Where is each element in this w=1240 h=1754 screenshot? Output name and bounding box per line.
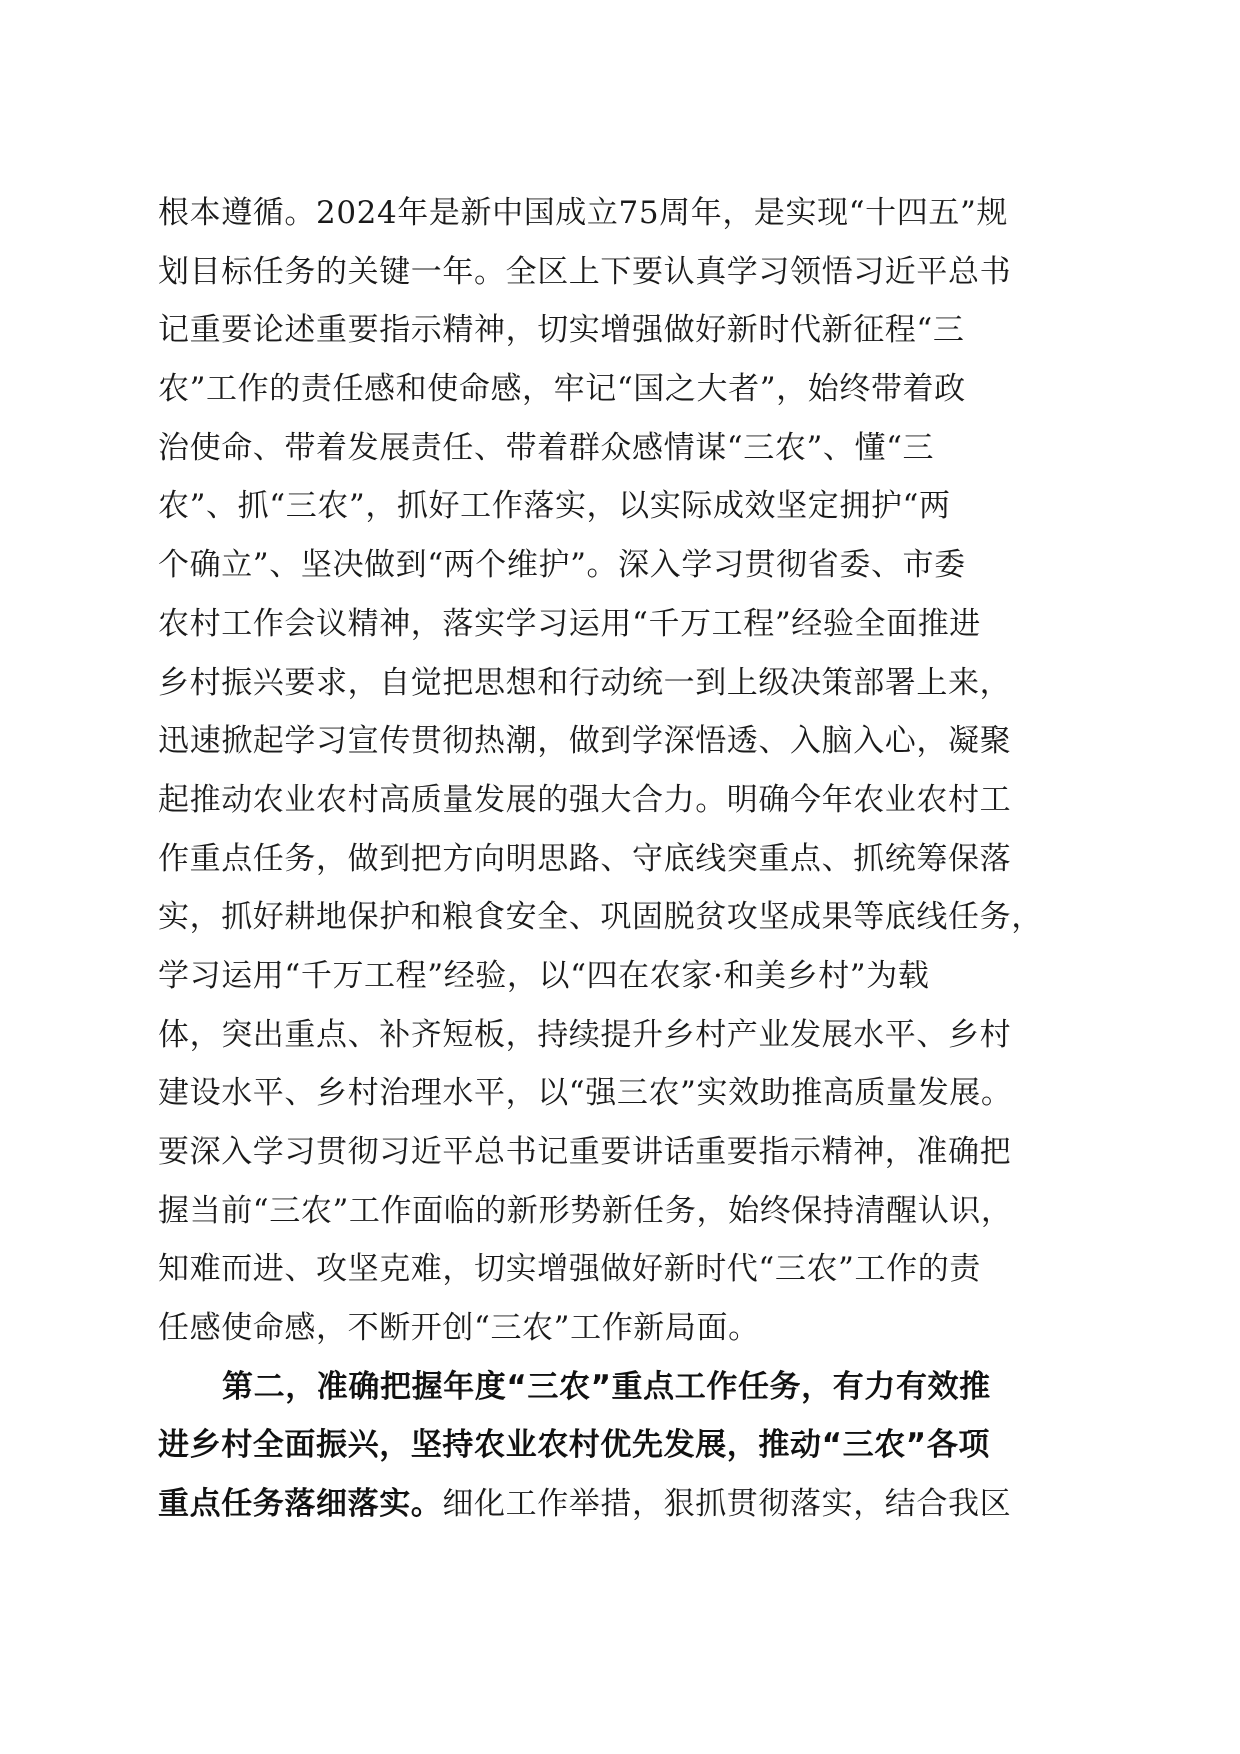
text-line: 治使命、带着发展责任、带着群众感情谋“三农”、懂“三 (158, 429, 935, 466)
text-line: 迅速掀起学习宣传贯彻热潮，做到学深悟透、入脑入心，凝聚 (158, 723, 1012, 760)
text-line: 作重点任务，做到把方向明思路、守底线突重点、抓统筹保落 (158, 840, 1012, 877)
text-line: 划目标任务的关键一年。全区上下要认真学习领悟习近平总书 (158, 253, 1012, 290)
text-line: 起推动农业农村高质量发展的强大合力。明确今年农业农村工 (158, 781, 1012, 818)
text-line: 体，突出重点、补齐短板，持续提升乡村产业发展水平、乡村 (158, 1016, 1012, 1053)
second-point-body-start: 细化工作举措，狠抓贯彻落实，结合我区 (442, 1486, 1012, 1523)
text-line: 实，抓好耕地保护和粮食安全、巩固脱贫攻坚成果等底线任务， (158, 899, 1043, 936)
second-point-heading-line: 第二，准确把握年度“三农”重点工作任务，有力有效推 (222, 1368, 991, 1405)
body-text (158, 184, 1078, 1534)
text-line: 记重要论述重要指示精神，切实增强做好新时代新征程“三 (158, 312, 965, 349)
text-line: 个确立”、坚决做到“两个维护”。深入学习贯彻省委、市委 (158, 547, 966, 584)
text-line: 任感使命感，不断开创“三农”工作新局面。 (158, 1310, 760, 1347)
text-line: 农”工作的责任感和使命感，牢记“国之大者”，始终带着政 (158, 371, 966, 408)
text-line: 农村工作会议精神，落实学习运用“千万工程”经验全面推进 (158, 605, 981, 642)
text-line: 握当前“三农”工作面临的新形势新任务，始终保持清醒认识， (158, 1192, 1013, 1229)
text-line: 乡村振兴要求，自觉把思想和行动统一到上级决策部署上来， (158, 664, 1012, 701)
second-point-heading-end: 重点任务落细落实。 (158, 1486, 443, 1523)
text-line: 建设水平、乡村治理水平，以“强三农”实效助推高质量发展。 (158, 1075, 1013, 1112)
text-line: 根本遵循。2024年是新中国成立75周年，是实现“十四五”规 (158, 195, 1009, 231)
text-line: 要深入学习贯彻习近平总书记重要讲话重要指示精神，准确把 (158, 1134, 1012, 1170)
text-line: 知难而进、攻坚克难，切实增强做好新时代“三农”工作的责 (158, 1251, 981, 1288)
text-line: 学习运用“千万工程”经验，以“四在农家·和美乡村”为载 (158, 957, 930, 994)
second-point-heading-line: 进乡村全面振兴，坚持农业农村优先发展，推动“三农”各项 (158, 1427, 990, 1464)
text-line: 农”、抓“三农”，抓好工作落实，以实际成效坚定拥护“两 (158, 488, 951, 525)
second-point-mixed-line (158, 1475, 1078, 1534)
